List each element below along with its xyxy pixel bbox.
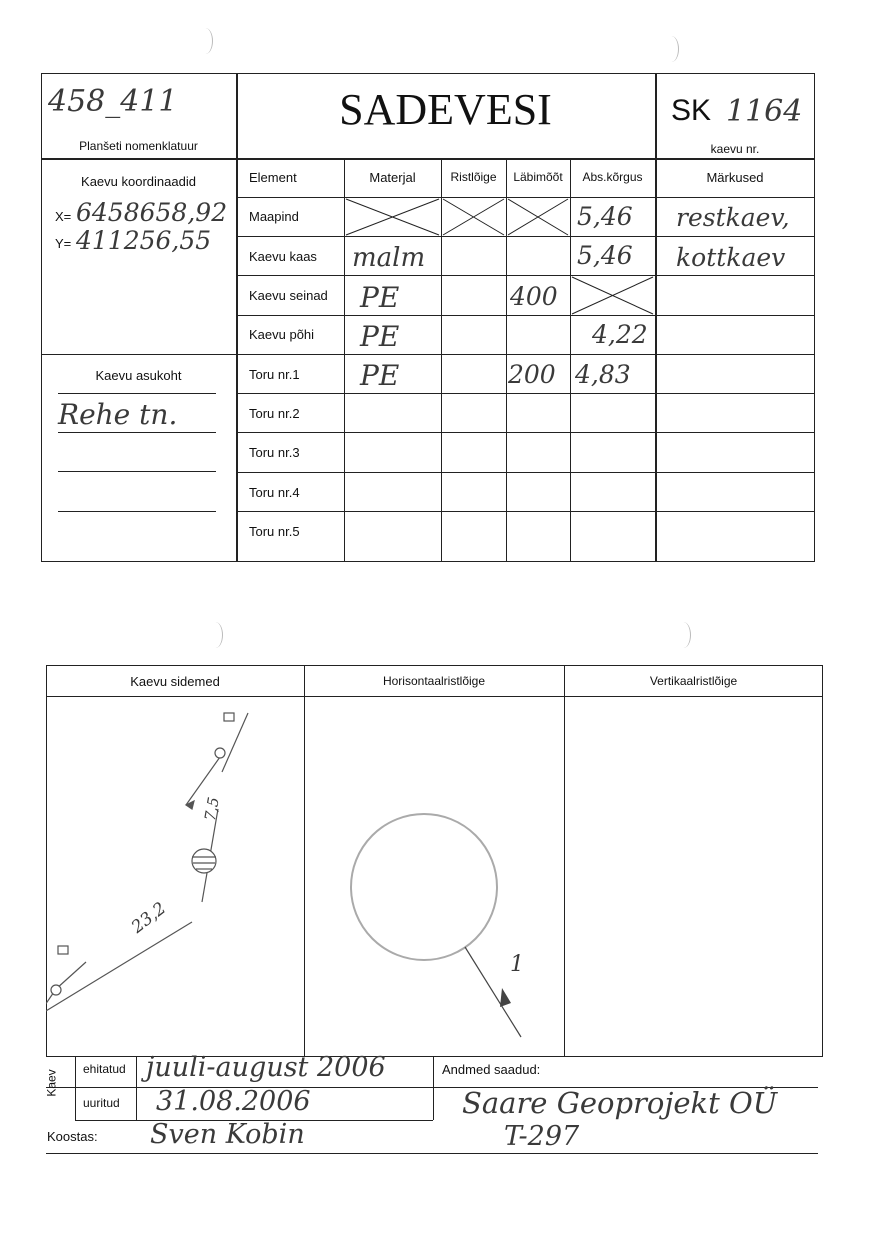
- uuritud-label: uuritud: [83, 1096, 120, 1110]
- horisontaal-label: Horisontaalristlõige: [382, 674, 486, 688]
- cell-markused-kaevu-kaas: kottkaev: [676, 243, 786, 272]
- cell-abs-toru-1: 4,83: [575, 360, 631, 389]
- top-form: [0, 0, 880, 580]
- kaevu-nr-label: kaevu nr.: [710, 142, 760, 156]
- cell-materjal-kaevu-pohi: PE: [360, 320, 400, 353]
- row-label-toru-2: Toru nr.2: [249, 406, 300, 421]
- tie-sketch-drawing: [46, 697, 304, 1056]
- col-header-element: Element: [249, 170, 297, 185]
- col-header-abs: Abs.kõrgus: [582, 170, 643, 184]
- y-coordinate: 411256,55: [76, 226, 212, 255]
- x-coordinate: 6458658,92: [76, 198, 228, 227]
- cell-markused-maapind: restkaev,: [676, 203, 790, 232]
- col-header-materjal: Materjal: [369, 170, 416, 185]
- dimension-label-1: 7,5: [200, 795, 223, 823]
- location-value: Rehe tn.: [58, 398, 178, 431]
- cell-materjal-kaevu-seinad: PE: [360, 281, 400, 314]
- col-header-markused: Märkused: [706, 170, 764, 185]
- location-label: Kaevu asukoht: [95, 368, 182, 383]
- koostas-value: Sven Kobin: [150, 1119, 305, 1150]
- row-label-maapind: Maapind: [249, 209, 299, 224]
- koostas-label: Koostas:: [47, 1129, 98, 1144]
- sidemed-label: Kaevu sidemed: [130, 674, 220, 689]
- cell-materjal-kaevu-kaas: malm: [352, 243, 426, 273]
- ehitatud-label: ehitatud: [83, 1062, 126, 1076]
- bottom-form: [0, 640, 880, 1180]
- dimension-label-2: 23,2: [127, 898, 171, 938]
- row-label-kaevu-kaas: Kaevu kaas: [249, 249, 317, 264]
- sk-prefix: SK: [671, 94, 712, 127]
- row-label-toru-4: Toru nr.4: [249, 485, 300, 500]
- andmed-label: Andmed saadud:: [442, 1062, 541, 1077]
- sheet-label: Planšeti nomenklatuur: [79, 139, 198, 153]
- coord-label: Kaevu koordinaadid: [81, 174, 196, 189]
- x-prefix: X=: [55, 209, 72, 224]
- uuritud-value: 31.08.2006: [156, 1086, 311, 1117]
- horizontal-section-drawing: [305, 697, 563, 1056]
- form-title: SADEVESI: [339, 85, 552, 134]
- sheet-number: 458_411: [48, 84, 178, 119]
- col-header-labimoot: Läbimõõt: [513, 170, 563, 184]
- sk-number: 1164: [726, 94, 803, 129]
- cell-labimoot-kaevu-seinad: 400: [510, 282, 558, 311]
- andmed-value: Saare Geoprojekt OÜ: [462, 1086, 778, 1120]
- row-label-toru-5: Toru nr.5: [249, 524, 300, 539]
- row-label-kaevu-pohi: Kaevu põhi: [249, 327, 315, 342]
- row-label-toru-1: Toru nr.1: [249, 367, 300, 382]
- cell-abs-kaevu-kaas: 5,46: [577, 241, 633, 270]
- vertikaal-label: Vertikaalristlõige: [649, 674, 738, 688]
- cell-materjal-toru-1: PE: [360, 359, 400, 392]
- cell-abs-kaevu-pohi: 4,22: [592, 320, 648, 349]
- kaev-label: Kaev: [44, 1069, 59, 1097]
- cell-labimoot-toru-1: 200: [508, 360, 556, 389]
- row-label-kaevu-seinad: Kaevu seinad: [249, 288, 328, 303]
- project-code: T-297: [504, 1121, 580, 1152]
- col-header-ristloige: Ristlõige: [450, 170, 497, 184]
- y-prefix: Y=: [55, 236, 72, 251]
- row-label-toru-3: Toru nr.3: [249, 445, 300, 460]
- pipe-number-label: 1: [510, 952, 524, 977]
- ehitatud-value: juuli-august 2006: [146, 1052, 386, 1083]
- cell-abs-maapind: 5,46: [577, 202, 633, 231]
